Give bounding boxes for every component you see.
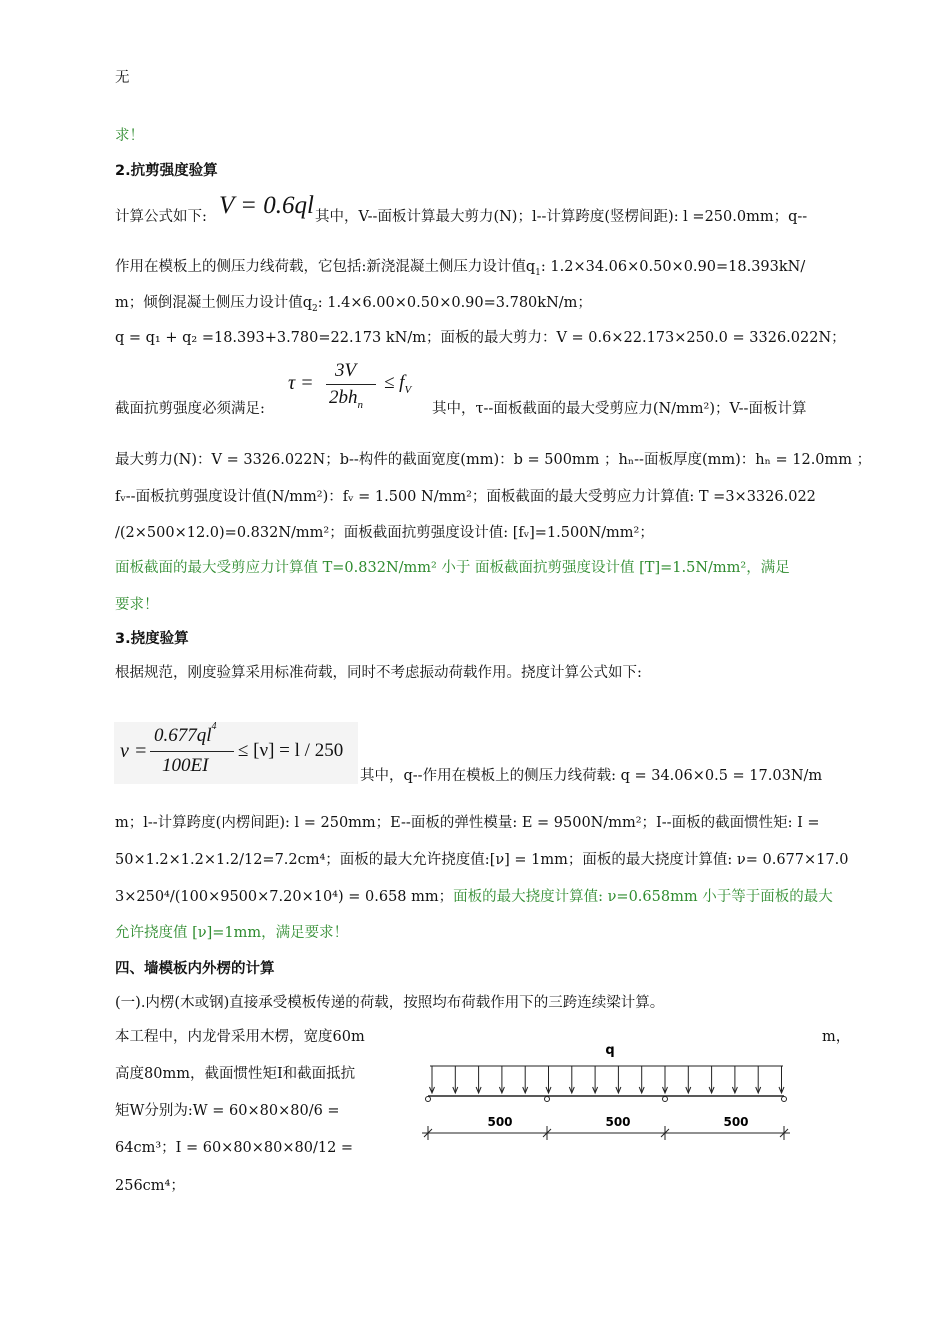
text-line: 截面抗剪强度必须满足: xyxy=(115,401,265,417)
text-line: 64cm³；I = 60×80×80×80/12 = xyxy=(115,1140,354,1156)
formula-part: ≤ [ν] = l / 250 xyxy=(238,740,344,761)
text-line: 50×1.2×1.2×1.2/12=7.2cm⁴；面板的最大允许挠度值:[ν] = 1mm；面板的最大挠度计算值: ν= 0.677×17.0 xyxy=(115,852,849,868)
text-line: /(2×500×12.0)=0.832N/mm²；面板截面抗剪强度设计值: [fᵥ]=1.500N/mm²； xyxy=(115,525,654,541)
section-heading-shear: 2.抗剪强度验算 xyxy=(115,163,218,179)
section-heading-four: 四、墙模板内外楞的计算 xyxy=(115,961,275,977)
load-arrows xyxy=(430,1066,785,1093)
text-line: m；l--计算跨度(内楞间距): l = 250mm；E--面板的弹性模量: E = 9500N/mm²；I--面板的截面惯性矩: I = xyxy=(115,815,820,831)
subscript: 1 xyxy=(535,267,541,278)
formula-part: ν = xyxy=(120,740,148,762)
text-line: 本工程中，内龙骨采用木楞，宽度60m xyxy=(115,1029,365,1045)
text-line: 高度80mm，截面惯性矩I和截面抵抗 xyxy=(115,1066,356,1082)
result-line: 面板截面的最大受剪应力计算值 T=0.832N/mm² 小于 面板截面抗剪强度设计值 [T]=1.5N/mm²，满足 xyxy=(115,560,790,576)
formula-part: 3V xyxy=(335,360,357,381)
span-label: 500 xyxy=(605,1115,631,1129)
text-line: 其中，q--作用在模板上的侧压力线荷载: q = 34.06×0.5 = 17.03N/m xyxy=(360,768,823,784)
result-line: 允许挠度值 [ν]=1mm，满足要求！ xyxy=(115,925,349,941)
load-label: q xyxy=(605,1043,615,1058)
text-span: 计算公式如下: xyxy=(115,209,207,225)
formula-part xyxy=(154,721,217,747)
text-line: 矩W分别为:W = 60×80×80/6 = xyxy=(115,1103,340,1119)
fraction-bar xyxy=(326,384,376,385)
result-span: 面板的最大挠度计算值: ν=0.658mm 小于等于面板的最大 xyxy=(453,889,833,905)
text-line: m， xyxy=(822,1029,851,1045)
text-line xyxy=(115,293,592,313)
text-span: : 1.2×34.06×0.50×0.90=18.393kN/ xyxy=(540,259,806,275)
text-line xyxy=(115,257,805,277)
text-line: (一).内楞(木或钢)直接承受模板传递的荷载，按照均布荷载作用下的三跨连续梁计算。 xyxy=(115,995,665,1011)
formula-part: τ = xyxy=(288,372,314,394)
text-line: fᵥ--面板抗剪强度设计值(N/mm²)：fᵥ = 1.500 N/mm²；面板截面的最大受剪应力计算值: T =3×3326.022 xyxy=(115,489,816,505)
text-span: : 1.4×6.00×0.50×0.90=3.780kN/m； xyxy=(317,295,592,311)
span-label: 500 xyxy=(723,1115,749,1129)
formula-part: 100EI xyxy=(162,755,209,776)
formula-part: ≤ f xyxy=(384,372,405,393)
formula-part xyxy=(384,372,411,394)
text-line: 256cm⁴； xyxy=(115,1178,185,1194)
section-heading-deflection: 3.挠度验算 xyxy=(115,631,189,647)
text-span: 作用在模板上的侧压力线荷载，它包括:新浇混凝土侧压力设计值q xyxy=(115,259,536,275)
text-line: 无 xyxy=(115,70,130,86)
text-span: 3×250⁴/(100×9500×7.20×10⁴) = 0.658 mm； xyxy=(115,889,454,905)
fraction-bar xyxy=(150,751,234,752)
text-line: 最大剪力(N)：V = 3326.022N；b--构件的截面宽度(mm)：b = 500mm ；hₙ--面板厚度(mm)：hₙ = 12.0mm ； xyxy=(115,452,872,468)
result-line: 求！ xyxy=(115,128,144,144)
text-span: m；倾倒混凝土侧压力设计值q xyxy=(115,295,313,311)
text-line: 其中，V--面板计算最大剪力(N)；l--计算跨度(竖楞间距): l =250.0mm；q-- xyxy=(315,209,808,225)
subscript: n xyxy=(357,398,363,411)
formula-part: 0.677ql xyxy=(154,725,212,746)
superscript: 4 xyxy=(211,721,217,732)
span-label: 500 xyxy=(487,1115,513,1129)
subscript: V xyxy=(404,383,412,396)
support xyxy=(782,1097,787,1102)
text-line xyxy=(115,207,207,227)
support xyxy=(426,1097,431,1102)
formula-part: 2bh xyxy=(329,387,358,408)
result-line: 要求！ xyxy=(115,597,159,613)
support xyxy=(663,1097,668,1102)
subscript: 2 xyxy=(312,303,318,314)
support xyxy=(545,1097,550,1102)
three-span-beam-diagram xyxy=(420,1036,800,1146)
formula-shear-v: V = 0.6ql xyxy=(219,192,314,219)
text-line: 根据规范，刚度验算采用标准荷载，同时不考虑振动荷载作用。挠度计算公式如下: xyxy=(115,665,642,681)
formula-part xyxy=(329,387,363,409)
text-line: q = q₁ + q₂ =18.393+3.780=22.173 kN/m；面板的最大剪力：V = 0.6×22.173×250.0 = 3326.022N； xyxy=(115,330,846,346)
text-line xyxy=(115,887,833,907)
text-line: 其中，τ--面板截面的最大受剪应力(N/mm²)；V--面板计算 xyxy=(432,401,807,417)
formula-deflection xyxy=(114,722,358,784)
